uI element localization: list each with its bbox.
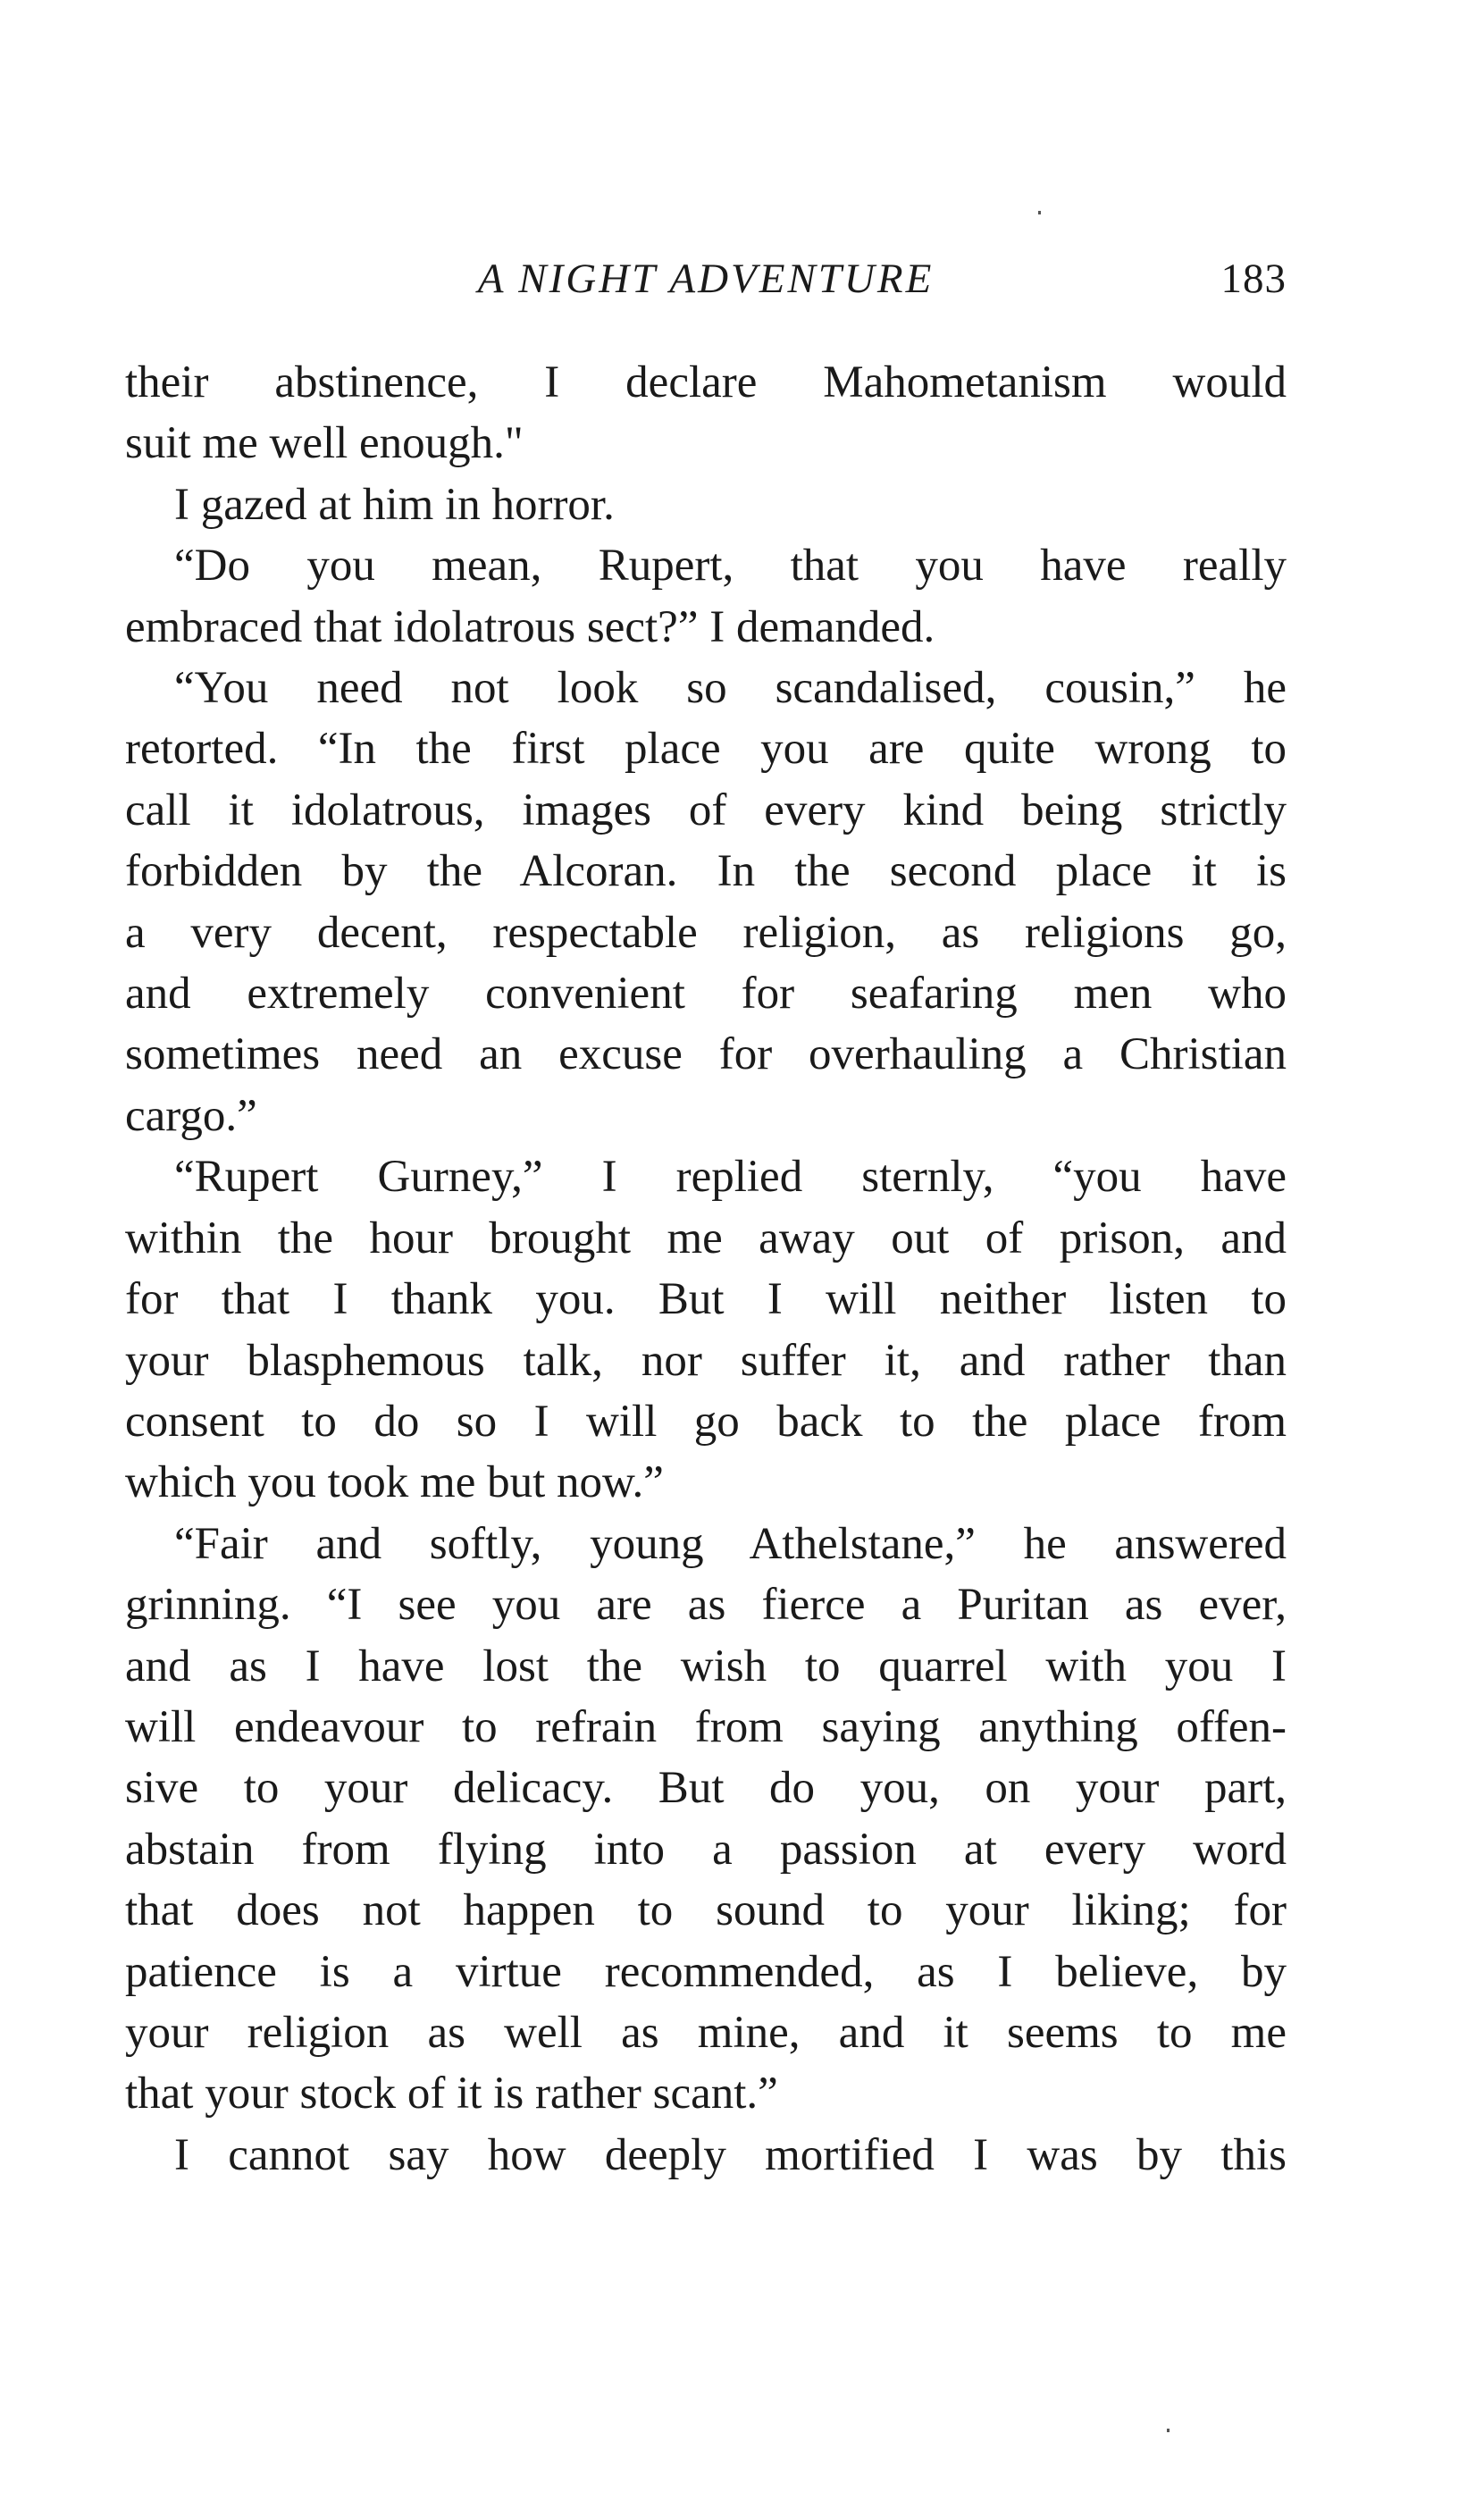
- text-line: within the hour brought me away out of prison, and: [125, 1213, 1287, 1263]
- text-line: sive to your delicacy. But do you, on your part,: [125, 1763, 1287, 1814]
- text-line: forbidden by the Alcoran. In the second place it is: [125, 846, 1287, 897]
- text-line: “Do you mean, Rupert, that you have really: [174, 541, 1287, 592]
- text-line: which you took me but now.”: [125, 1457, 664, 1508]
- text-line: abstain from flying into a passion at every word: [125, 1824, 1287, 1875]
- text-line: I cannot say how deeply mortified I was by this: [174, 2129, 1287, 2180]
- text-line: their abstinence, I declare Mahometanism would: [125, 357, 1287, 407]
- text-line: “You need not look so scandalised, cousin,” he: [174, 663, 1287, 714]
- text-line: call it idolatrous, images of every kind being strictly: [125, 785, 1287, 835]
- text-line: suit me well enough.": [125, 418, 524, 469]
- print-speck: [1038, 211, 1041, 214]
- page-header: [125, 252, 1287, 306]
- text-line: that does not happen to sound to your liking; for: [125, 1885, 1287, 1936]
- text-line: for that I thank you. But I will neither listen to: [125, 1274, 1287, 1325]
- body-text: [125, 352, 1287, 2186]
- text-line: and extremely convenient for seafaring men who: [125, 969, 1287, 1020]
- running-title: A NIGHT ADVENTURE: [477, 256, 935, 302]
- page-number: 183: [1220, 256, 1287, 302]
- text-line: I gazed at him in horror.: [174, 479, 615, 530]
- text-line: your religion as well as mine, and it seems to me: [125, 2007, 1287, 2058]
- text-line: embraced that idolatrous sect?” I demanded.: [125, 601, 935, 652]
- text-line: and as I have lost the wish to quarrel with you I: [125, 1641, 1287, 1691]
- text-line: your blasphemous talk, nor suffer it, and rather than: [125, 1335, 1287, 1386]
- text-line: retorted. “In the first place you are quite wrong to: [125, 724, 1287, 775]
- text-line: cargo.”: [125, 1090, 257, 1141]
- text-line: consent to do so I will go back to the place from: [125, 1396, 1287, 1447]
- text-line: a very decent, respectable religion, as religions go,: [125, 907, 1287, 958]
- text-line: “Rupert Gurney,” I replied sternly, “you have: [174, 1152, 1287, 1203]
- text-line: will endeavour to refrain from saying anything offen-: [125, 1701, 1287, 1752]
- text-line: “Fair and softly, young Athelstane,” he answered: [174, 1518, 1287, 1569]
- print-speck: [1167, 2429, 1170, 2432]
- text-line: that your stock of it is rather scant.”: [125, 2069, 778, 2119]
- text-line: grinning. “I see you are as fierce a Puritan as ever,: [125, 1580, 1287, 1631]
- text-line: patience is a virtue recommended, as I believe, by: [125, 1946, 1287, 1997]
- text-line: sometimes need an excuse for overhauling a Christian: [125, 1029, 1287, 1080]
